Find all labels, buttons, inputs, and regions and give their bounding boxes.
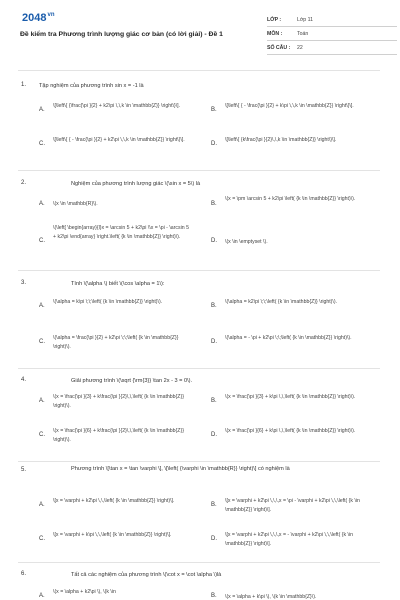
meta-label: SỐ CÂU : (267, 45, 291, 51)
option-text: \[\left\{ {k\frac{\pi }{2}\,\,k \in \mathbb{Z}} \right\}\]. (225, 137, 337, 143)
question-6 (0, 569, 400, 600)
question-text: Giải phương trình \(\sqrt {\rm{3}} \tan 2x - 3 = 0\). (71, 378, 193, 384)
option-text: \[x = \varphi + k2\pi \,\,\,x = - \varphi + k2\pi \,\,\left( {k \in \mathbb{Z}} \right)\]. (225, 532, 354, 547)
option-text: \(x = \frac{\pi }{3} + k\frac{\pi }{2}\,\,\left( {k \in \mathbb{Z}} \right)\). (53, 394, 184, 409)
question-5 (0, 465, 400, 557)
question-text: Tính \(\alpha \) biết \(\cos \alpha = 1\): (71, 281, 165, 287)
option-text: \(x = \alpha + k\pi \), \(k \in \mathbb{Z}\). (225, 594, 317, 600)
option-text: \(x = \pm \arcsin 5 + k2\pi \left( {k \in \mathbb{Z}} \right)\). (225, 196, 356, 202)
divider (18, 70, 380, 71)
meta-label: LỚP : (267, 17, 282, 23)
option-letter: C. (39, 238, 45, 244)
option-text: \[x = \varphi + k2\pi \,\,\,x = \pi - \varphi + k2\pi \,\,\left( {k \in \mathbb{Z}} \right)\]. (225, 498, 360, 513)
meta-label: MÔN : (267, 31, 283, 37)
document-header (14, 0, 386, 52)
question-text: Tất cả các nghiệm của phương trình \(\cot x = \cot \alpha \)là (71, 572, 222, 578)
option-letter: C. (39, 339, 45, 345)
option-letter: B. (211, 502, 217, 508)
option-letter: A. (39, 303, 45, 309)
option-text: \[\left\{ {\frac{\pi }{2} + k2\pi \,\,k \in \mathbb{Z}} \right\}\]. (53, 103, 181, 109)
option-text: \[x = \varphi + k2\pi \,\,\left( {k \in \mathbb{Z}} \right)\]. (53, 498, 175, 504)
option-letter: A. (39, 107, 45, 113)
option-letter: B. (211, 201, 217, 207)
question-number: 5. (21, 467, 27, 473)
option-letter: B. (211, 303, 217, 309)
option-letter: A. (39, 201, 45, 207)
question-4 (0, 375, 400, 457)
option-letter: C. (39, 536, 45, 542)
option-letter: C. (39, 432, 45, 438)
divider (18, 562, 380, 563)
divider (18, 270, 380, 271)
meta-value: Toán (297, 31, 309, 37)
question-text: Nghiệm của phương trình lượng giác \(\sin x = 5\) là (71, 181, 201, 187)
option-text: \[\left\{ { - \frac{\pi }{2} + k\pi \,\,k \in \mathbb{Z}} \right\}\]. (225, 103, 354, 109)
option-letter: D. (211, 432, 217, 438)
option-letter: D. (211, 238, 217, 244)
option-letter: D. (211, 141, 217, 147)
option-text: \(x = \frac{\pi }{6} + k\frac{\pi }{2}\,\,\left( {k \in \mathbb{Z}} \right)\). (53, 428, 184, 443)
question-number: 2. (21, 180, 27, 186)
divider (18, 368, 380, 369)
option-text: \[\left\{ { - \frac{\pi }{2} + k2\pi \,\,k \in \mathbb{Z}} \right\}\]. (53, 137, 185, 143)
meta-class (267, 14, 397, 27)
option-text: \(x = \frac{\pi }{6} + k\pi \,\,\left( {k \in \mathbb{Z}} \right)\). (225, 428, 356, 434)
site-logo[interactable] (22, 12, 55, 24)
option-letter: D. (211, 536, 217, 542)
option-text: \(\alpha = k2\pi \;\;\left( {k \in \mathbb{Z}} \right)\). (225, 299, 338, 305)
meta-question-count (267, 42, 397, 55)
divider (18, 461, 380, 462)
option-letter: B. (211, 398, 217, 404)
question-number: 1. (21, 82, 27, 88)
document-title: Đề kiểm tra Phương trình lượng giác cơ bản (có lời giải) - Đề 1 (20, 31, 223, 38)
divider (18, 170, 380, 171)
question-number: 6. (21, 571, 27, 577)
option-text: \(\left[ \begin{array}{l}x = \arcsin 5 + k2\pi \\x = \pi - \arcsin 5 + k2\pi \end{array} \right.\left( {k \in \mathbb{Z}} \right)\). (53, 225, 189, 240)
option-text: \(\alpha = k\pi \;\;\left( {k \in \mathbb{Z}} \right)\). (53, 299, 163, 305)
question-text: Phương trình \[\tan x = \tan \varphi \], \[\left( {\varphi \in \mathbb{R}} \right)\] có nghiệm là (71, 466, 290, 472)
meta-value: 22 (297, 45, 303, 51)
question-number: 3. (21, 280, 27, 286)
option-letter: D. (211, 339, 217, 345)
option-text: \(x = \alpha + k2\pi \), \(k \in (53, 589, 116, 595)
meta-value: Lớp 11 (297, 17, 313, 23)
option-letter: A. (39, 593, 45, 599)
option-letter: C. (39, 141, 45, 147)
option-letter: B. (211, 593, 217, 599)
question-1 (0, 80, 400, 162)
option-letter: B. (211, 107, 217, 113)
option-letter: A. (39, 502, 45, 508)
question-text: Tập nghiệm của phương trình sin x = -1 là (39, 83, 144, 89)
option-letter: A. (39, 398, 45, 404)
option-text: \(x \in \mathbb{R}\). (53, 201, 98, 207)
option-text: \(\alpha = \frac{\pi }{2} + k2\pi \;\;\left( {k \in \mathbb{Z}} \right)\). (53, 335, 179, 350)
question-number: 4. (21, 377, 27, 383)
logo-text: 2048 (22, 12, 47, 24)
meta-subject (267, 28, 397, 41)
question-2 (0, 178, 400, 260)
option-text: \[x = \varphi + k\pi \,\,\left( {k \in \mathbb{Z}} \right)\]. (53, 532, 172, 538)
option-text: \(x \in \emptyset \). (225, 239, 268, 245)
option-text: \(\alpha = - \pi + k2\pi \;\;\left( {k \in \mathbb{Z}} \right)\). (225, 335, 352, 341)
option-text: \(x = \frac{\pi }{3} + k\pi \,\,\left( {k \in \mathbb{Z}} \right)\). (225, 394, 356, 400)
question-3 (0, 278, 400, 360)
logo-suffix: vn (47, 12, 55, 18)
